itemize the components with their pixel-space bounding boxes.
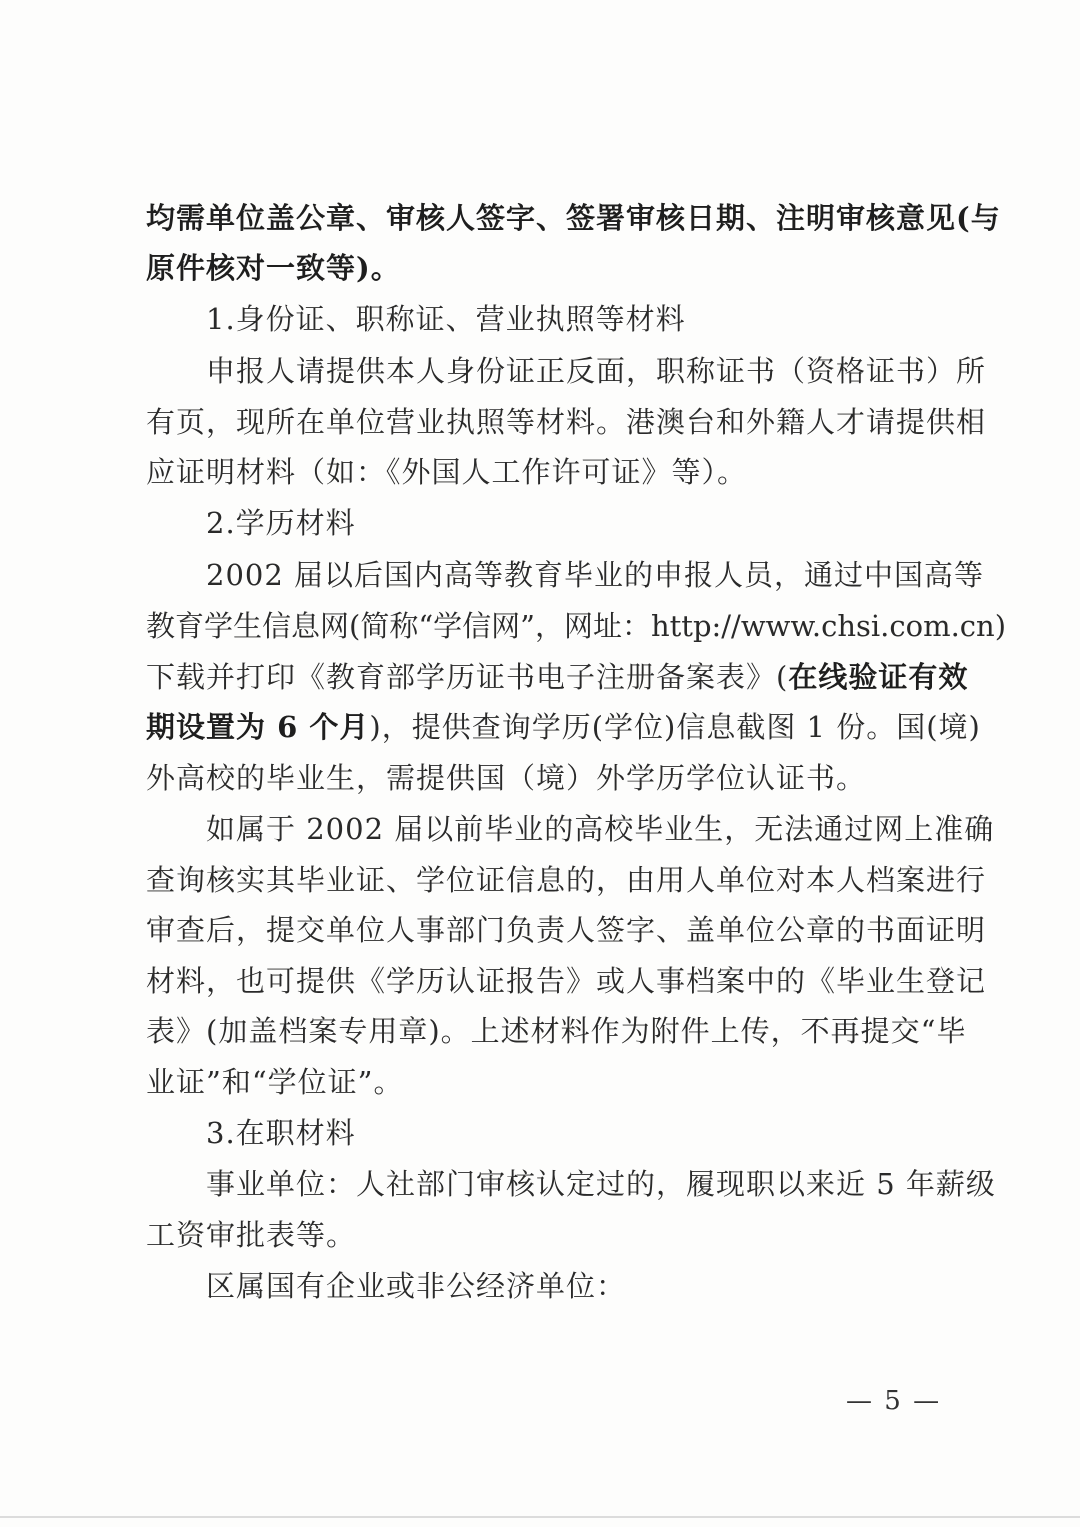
section-2-p1-line-4-bold: 期设置为 6 个月 — [146, 710, 370, 744]
section-3-line-2: 工资审批表等。 — [146, 1218, 357, 1252]
section-1-line-1: 申报人请提供本人身份证正反面，职称证书（资格证书）所 — [206, 354, 987, 388]
intro-line-2: 原件核对一致等)。 — [146, 251, 401, 285]
section-2-p1-line-5: 外高校的毕业生，需提供国（境）外学历学位认证书。 — [146, 761, 867, 795]
page-number: — 5 — — [846, 1386, 942, 1416]
section-2-p1-line-2: 教育学生信息网(简称“学信网”，网址：http://www.chsi.com.cn) — [146, 609, 1007, 643]
section-3-line-1: 事业单位：人社部门审核认定过的，履现职以来近 5 年薪级 — [206, 1167, 996, 1201]
intro-line-1: 均需单位盖公章、审核人签字、签署审核日期、注明审核意见(与 — [146, 201, 1001, 235]
section-2-p1-line-3-normal: 下载并打印《教育部学历证书电子注册备案表》( — [146, 660, 789, 694]
section-2-p2-line-4: 材料，也可提供《学历认证报告》或人事档案中的《毕业生登记 — [146, 964, 987, 998]
section-1-line-3: 应证明材料（如：《外国人工作许可证》等）。 — [146, 455, 748, 489]
section-2-p2-line-1: 如属于 2002 届以前毕业的高校毕业生，无法通过网上准确 — [206, 812, 995, 846]
section-2-p2-line-5: 表》(加盖档案专用章)。上述材料作为附件上传，不再提交“毕 — [146, 1014, 967, 1048]
section-2-p2-line-2: 查询核实其毕业证、学位证信息的，由用人单位对本人档案进行 — [146, 863, 987, 897]
section-2-p1-line-4 — [146, 707, 981, 747]
section-1-heading: 1.身份证、职称证、营业执照等材料 — [206, 302, 686, 336]
section-2-p1-line-4-normal: )，提供查询学历(学位)信息截图 1 份。国(境) — [369, 710, 981, 744]
section-3-line-3: 区属国有企业或非公经济单位： — [206, 1269, 627, 1303]
scan-edge-divider — [0, 1516, 1080, 1518]
section-2-p1-line-3-bold: 在线验证有效 — [788, 660, 969, 694]
section-2-p2-line-3: 审查后，提交单位人事部门负责人签字、盖单位公章的书面证明 — [146, 913, 987, 947]
section-2-p1-line-3 — [146, 657, 968, 697]
section-1-line-2: 有页，现所在单位营业执照等材料。港澳台和外籍人才请提供相 — [146, 405, 987, 439]
section-2-p1-line-1: 2002 届以后国内高等教育毕业的申报人员，通过中国高等 — [206, 558, 985, 592]
section-3-heading: 3.在职材料 — [206, 1116, 356, 1150]
section-2-p2-line-6: 业证”和“学位证”。 — [146, 1065, 404, 1099]
section-2-heading: 2.学历材料 — [206, 506, 356, 540]
